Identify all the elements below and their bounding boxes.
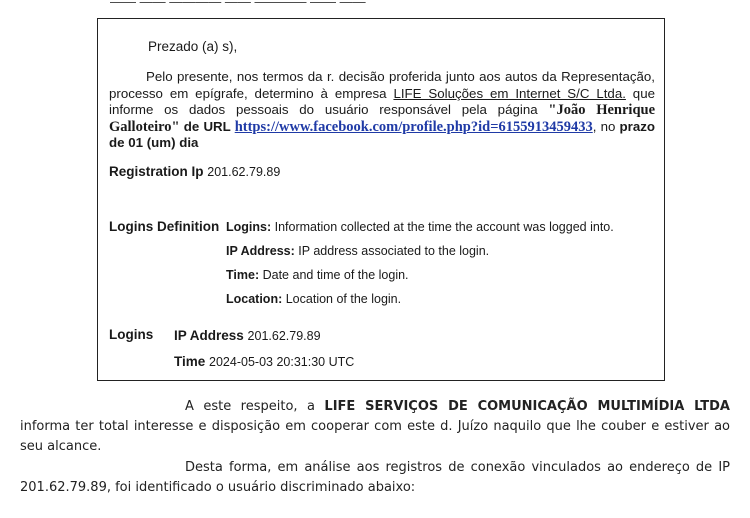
logins-ip-value: 201.62.79.89 xyxy=(247,329,321,343)
logins-label: Logins xyxy=(109,327,154,342)
order-intro-2: que informe os dados pessoais do usuário responsável pela página xyxy=(109,85,655,117)
def-ip-text: IP address associated to the login. xyxy=(298,244,490,258)
order-intro-1: Pelo presente, nos termos da r. decisão proferida junto aos autos da Representação, processo em epígrafe, determino à empresa xyxy=(109,69,655,101)
def-logins-key: Logins: xyxy=(226,220,272,234)
logins-definition-label: Logins Definition xyxy=(109,219,220,234)
def-location-text: Location of the login. xyxy=(285,292,402,306)
def-location xyxy=(226,292,401,306)
registration-ip-value: 201.62.79.89 xyxy=(207,165,281,179)
logins-time-label: Time xyxy=(174,354,206,369)
def-time-text: Date and time of the login. xyxy=(262,268,409,282)
registration-ip-label: Registration Ip xyxy=(109,164,204,179)
def-location-key: Location: xyxy=(226,292,283,306)
def-logins-text: Information collected at the time the account was logged into. xyxy=(274,220,614,234)
def-time xyxy=(226,268,409,282)
def-logins xyxy=(226,220,614,234)
response-paragraph-2 xyxy=(20,458,730,498)
deadline: prazo de 01 (um) dia xyxy=(109,118,656,150)
order-paragraph xyxy=(109,69,655,152)
logins-ip-row xyxy=(174,328,321,343)
logins-time-value: 2024-05-03 20:31:30 UTC xyxy=(209,355,355,369)
order-intro-4: , no xyxy=(592,118,620,134)
order-intro-3: de URL xyxy=(179,118,235,134)
quoted-court-order xyxy=(97,18,665,381)
greeting: Prezado (a) s), xyxy=(148,39,238,54)
logins-time-row xyxy=(174,354,354,369)
response-1a: A este respeito, a xyxy=(185,399,325,414)
response-company: LIFE SERVIÇOS DE COMUNICAÇÃO MULTIMÍDIA LTDA xyxy=(324,399,730,414)
response-2: Desta forma, em análise aos registros de conexão vinculados ao endereço de IP 201.62.79.89, foi identificado o usuário discriminado abaixo: xyxy=(20,460,730,495)
page-name: "João Henrique Galloteiro" xyxy=(109,102,656,135)
profile-url-link[interactable]: https://www.facebook.com/profile.php?id=6155913459433 xyxy=(234,118,593,135)
response-1b: informa ter total interesse e disposição em cooperar com este d. Juízo naquilo que lhe couber e estiver ao seu alcance. xyxy=(20,419,730,454)
def-ip-key: IP Address: xyxy=(226,244,295,258)
response-paragraph-1 xyxy=(20,397,730,457)
company-name: LIFE Soluções em Internet S/C Ltda. xyxy=(393,85,626,101)
registration-ip-row xyxy=(109,164,280,179)
logins-ip-label: IP Address xyxy=(174,328,244,343)
cropped-header-line xyxy=(110,0,400,4)
def-time-key: Time: xyxy=(226,268,260,282)
def-ip xyxy=(226,244,489,258)
